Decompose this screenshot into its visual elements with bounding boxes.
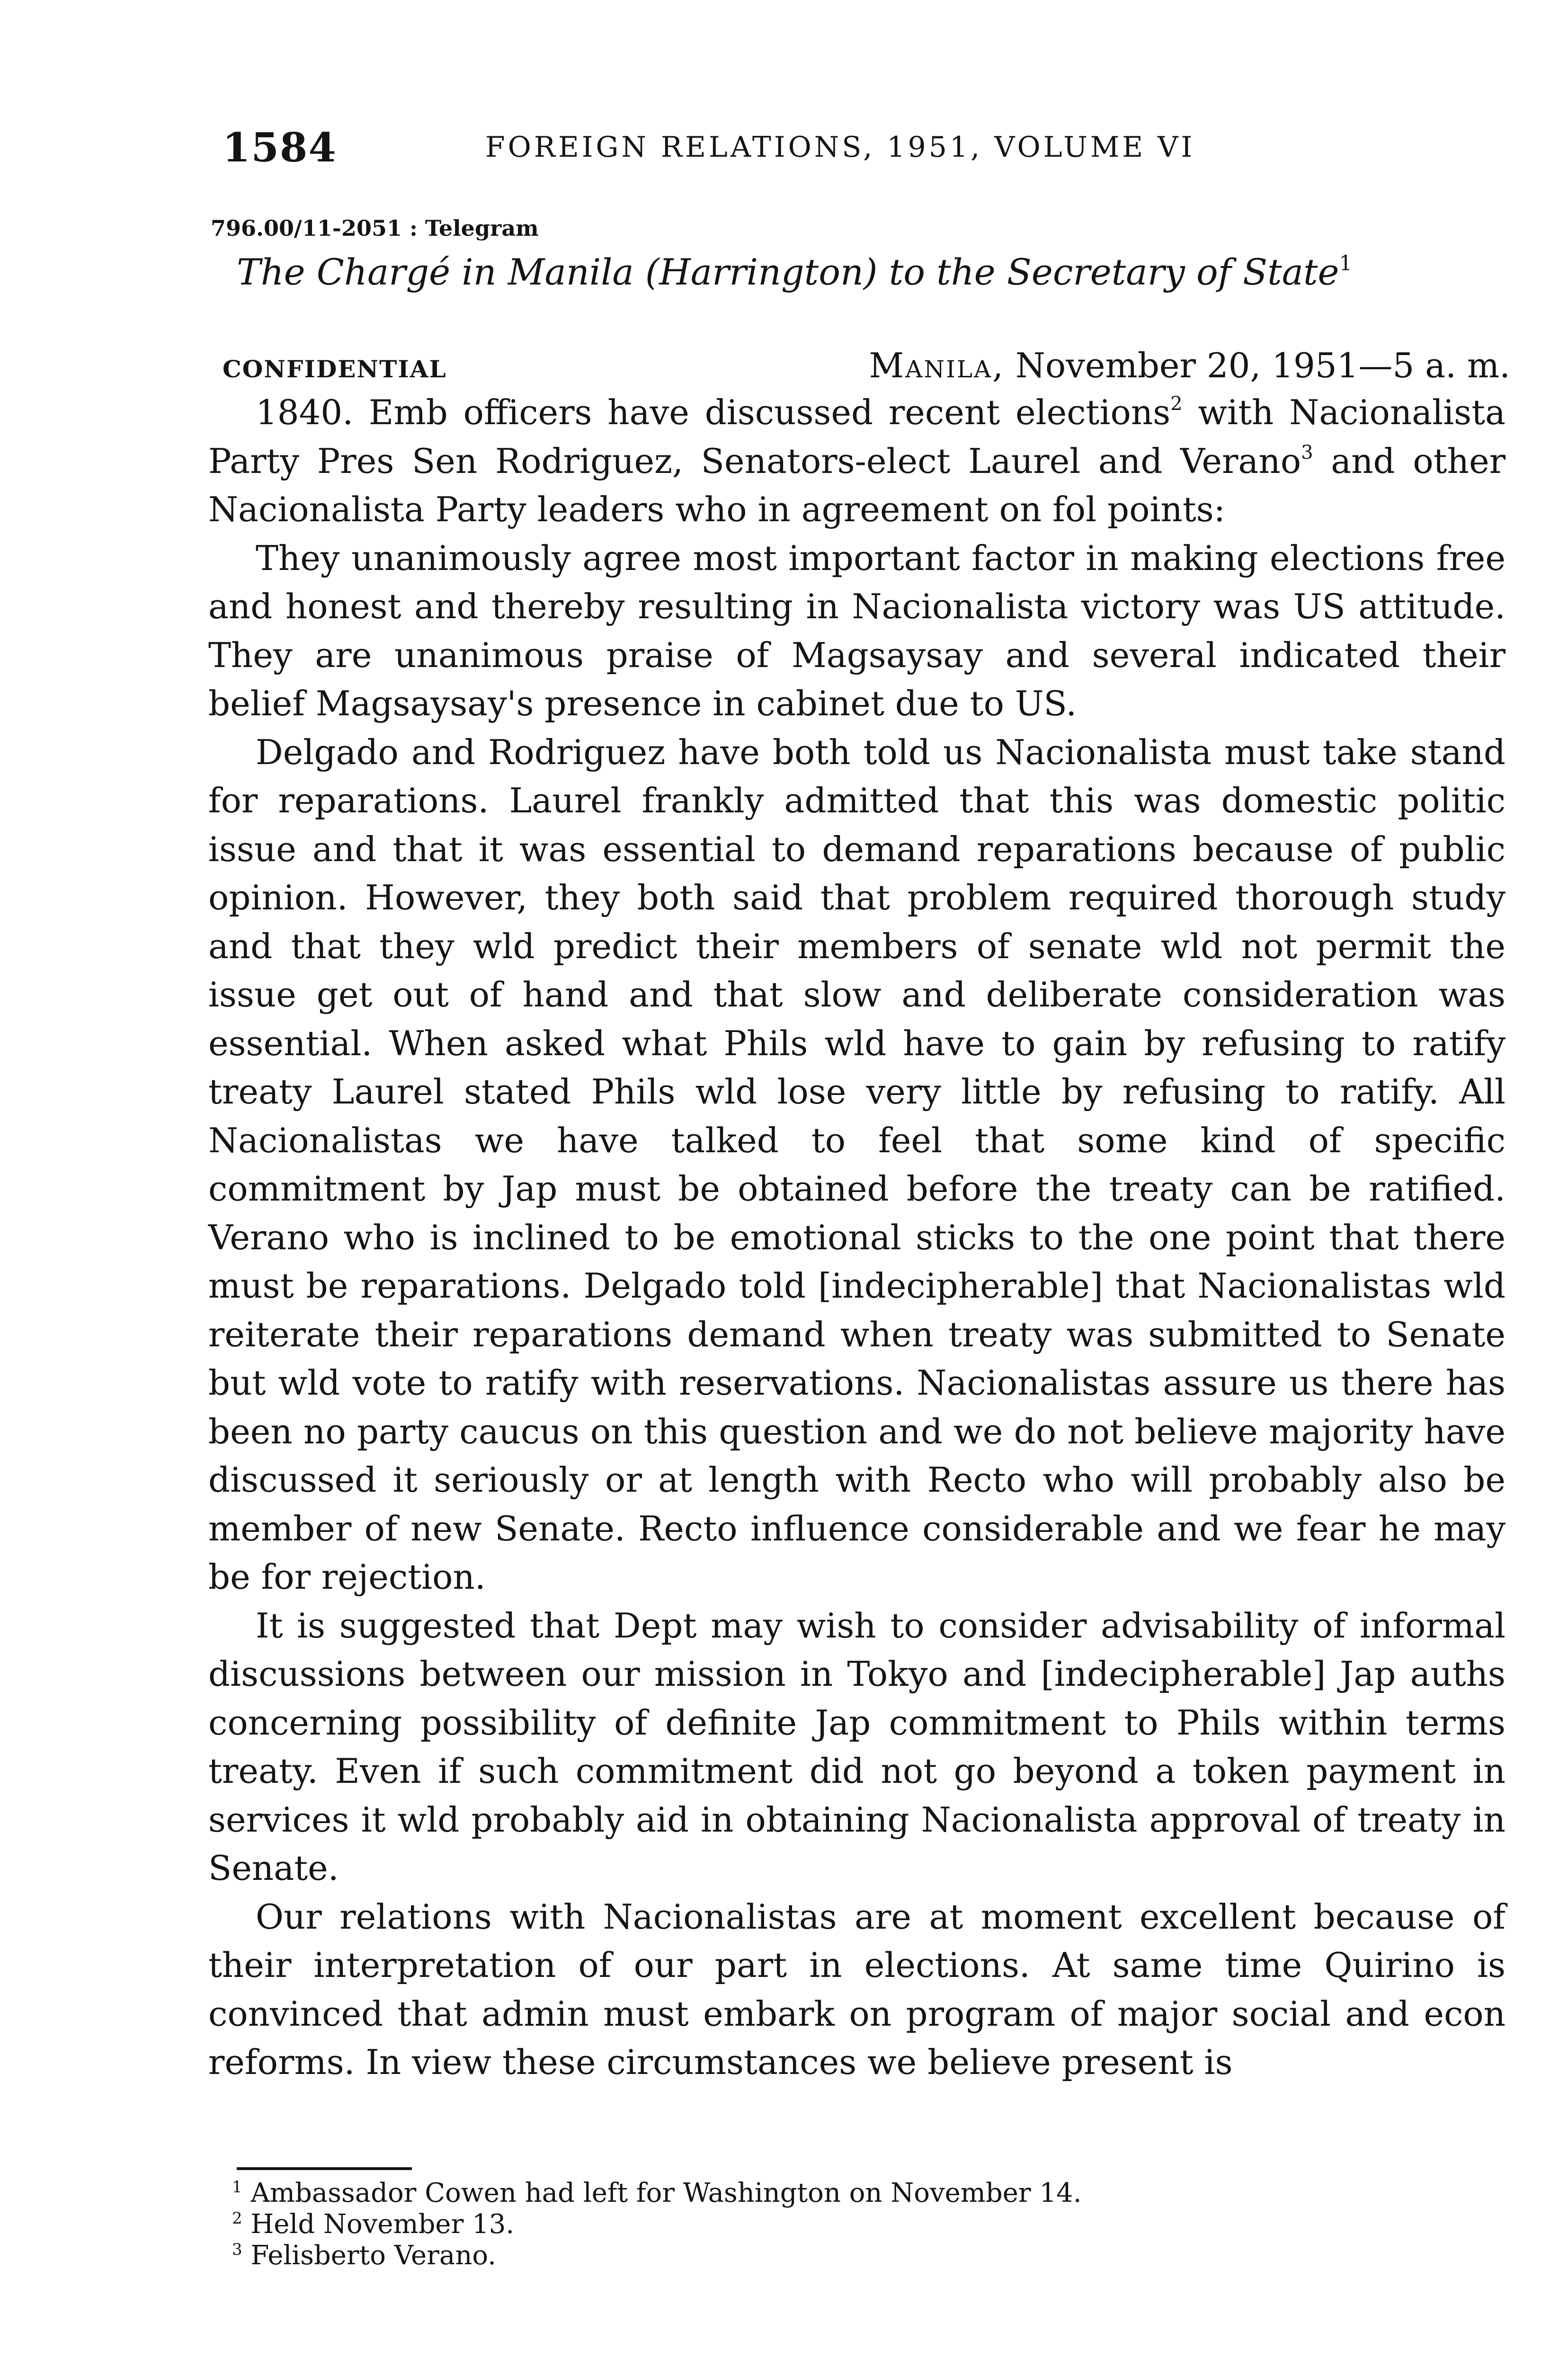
paragraph-1-text-a: 1840. Emb officers have discussed recent elections (256, 392, 1171, 432)
running-head: FOREIGN RELATIONS, 1951, VOLUME VI (485, 131, 1195, 164)
document-title-text: The Chargé in Manila (Harrington) to the Secretary of State (237, 251, 1339, 293)
paragraph-4: It is suggested that Dept may wish to consider advisability of informal discussions between our mission in Tokyo and [indecipherable] Jap auths concerning possibility of definite Jap commitment to Phils within terms treaty. Even if such commitment did not go beyond a token payment in services it wld probably aid in obtaining Nacionalista approval of treaty in Senate. (208, 1605, 1506, 1888)
footnote-divider (237, 2167, 412, 2170)
footnotes (232, 2178, 1082, 2271)
paragraph-1 (208, 388, 1506, 534)
footnote-text: Held November 13. (250, 2209, 515, 2240)
footnote-mark: 1 (232, 2178, 242, 2197)
paragraph-1-text-b: with Nacionalista Party Pres Sen Rodriguez, Senators-elect Laurel and Verano (208, 392, 1506, 481)
file-reference: 796.00/11-2051 : Telegram (211, 215, 539, 241)
classification-label: CONFIDENTIAL (223, 355, 447, 383)
title-footnote-mark: 1 (1339, 251, 1353, 276)
footnote-ref-3: 3 (1301, 441, 1313, 463)
paragraph-2: They unanimously agree most important factor in making elections free and honest and thereby resulting in Nacionalista victory was US attitude. They are unanimous praise of Magsaysay and several indicated their belief Magsaysay's presence in cabinet due to US. (208, 538, 1506, 723)
place-date (869, 346, 1510, 385)
paragraph-1-text-c: and other Nacionalista Party leaders who in agreement on fol points: (208, 441, 1506, 529)
page-number: 1584 (223, 124, 337, 171)
footnote-text: Felisberto Verano. (250, 2240, 496, 2271)
footnote-mark: 3 (232, 2240, 242, 2259)
footnote-mark: 2 (232, 2209, 242, 2228)
document-title (237, 251, 1352, 293)
classification-line (223, 346, 1510, 388)
date: November 20, 1951—5 a. m. (1015, 346, 1510, 385)
footnote-2 (232, 2209, 1082, 2240)
footnote-text: Ambassador Cowen had left for Washington on November 14. (250, 2178, 1082, 2208)
footnote-ref-2: 2 (1170, 393, 1183, 415)
footnote-3 (232, 2240, 1082, 2271)
paragraph-3: Delgado and Rodriguez have both told us Nacionalista must take stand for reparations. Laurel frankly admitted that this was domestic politic issue and that it was essential to demand reparations because of public opinion. However, they both said that problem required thorough study and that they wld predict their members of senate wld not permit the issue get out of hand and that slow and deliberate consideration was essential. When asked what Phils wld have to gain by refusing to ratify treaty Laurel stated Phils wld lose very little by refusing to ratify. All Nacionalistas we have talked to feel that some kind of specific commitment by Jap must be obtained before the treaty can be ratified. Verano who is inclined to be emotional sticks to the one point that there must be reparations. Delgado told [indecipherable] that Nacionalistas wld reiterate their reparations demand when treaty was submitted to Senate but wld vote to ratify with reservations. Nacionalistas assure us there has been no party caucus on this question and we do not believe majority have discussed it seriously or at length with Recto who will probably also be member of new Senate. Recto influence considerable and we fear he may be for rejection. (208, 732, 1506, 1597)
place: Manila, (869, 346, 1005, 385)
footnote-1 (232, 2178, 1082, 2209)
telegram-body (208, 388, 1506, 2087)
paragraph-5: Our relations with Nacionalistas are at moment excellent because of their interpretation of our part in elections. At same time Quirino is convinced that admin must embark on program of major social and econ reforms. In view these circumstances we believe present is (208, 1896, 1506, 2082)
